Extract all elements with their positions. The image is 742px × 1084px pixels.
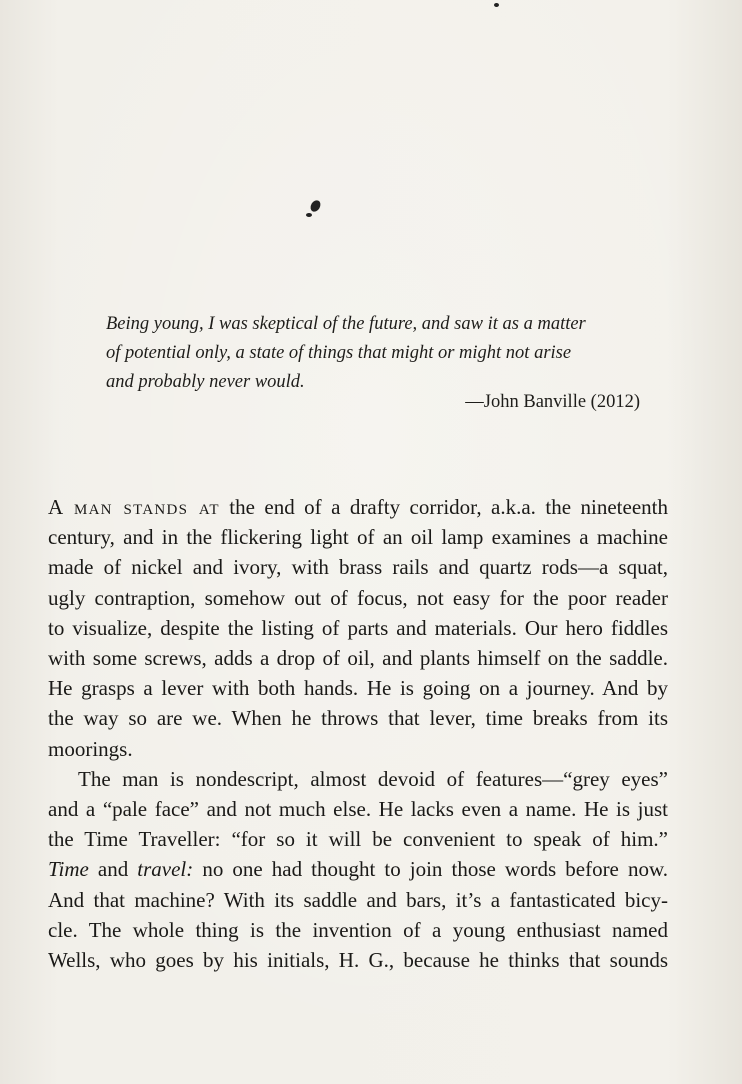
paragraph-2-line: And that machine? With its saddle and bars, it’s a fantasticated bicy- — [48, 887, 668, 912]
paragraph-1-line: the way so are we. When he throws that lever, time breaks from its — [48, 706, 668, 731]
italic-travel: travel: — [137, 857, 194, 882]
paragraph-2-line: the Time Traveller: “for so it will be convenient to speak of him.” — [48, 827, 668, 852]
epigraph-attribution: —John Banville (2012) — [465, 392, 640, 412]
epigraph — [106, 310, 626, 397]
italic-time: Time — [48, 857, 89, 882]
paragraph-2-line — [48, 854, 668, 884]
ink-smudge — [309, 199, 323, 214]
body-text — [48, 492, 668, 975]
line-text: and — [88, 857, 138, 882]
opening-smallcaps: A man stands at — [48, 495, 220, 519]
ink-speck — [494, 3, 499, 7]
paragraph-1-line: ugly contraption, somehow out of focus, not easy for the poor reader — [48, 585, 668, 610]
epigraph-line: of potential only, a state of things that might or might not arise — [106, 343, 572, 363]
opening-line-text: the end of a drafty corridor, a.k.a. the nineteenth — [219, 495, 668, 519]
paragraph-1-line — [48, 492, 668, 522]
paragraph-1-line: with some screws, adds a drop of oil, and plants himself on the saddle. — [48, 646, 668, 671]
paragraph-2-line: cle. The whole thing is the invention of a young enthusiast named — [48, 917, 668, 942]
epigraph-line: Being young, I was skeptical of the future, and saw it as a matter — [106, 314, 586, 334]
line-text: no one had thought to join those words before now. — [193, 857, 668, 882]
epigraph-line: and probably never would. — [106, 372, 305, 392]
paragraph-1-line: moorings. — [48, 736, 133, 761]
paragraph-2-line: The man is nondescript, almost devoid of features—“grey eyes” — [78, 766, 668, 791]
paragraph-1-line: made of nickel and ivory, with brass rails and quartz rods—a squat, — [48, 555, 668, 580]
ink-smudge-small — [306, 213, 312, 217]
paragraph-1-line: to visualize, despite the listing of parts and materials. Our hero fiddles — [48, 615, 668, 640]
paragraph-2-line: and a “pale face” and not much else. He lacks even a name. He is just — [48, 797, 668, 822]
paragraph-2-line: Wells, who goes by his initials, H. G., because he thinks that sounds — [48, 948, 668, 973]
paragraph-1-line: He grasps a lever with both hands. He is going on a journey. And by — [48, 676, 668, 701]
paragraph-1-line: century, and in the flickering light of an oil lamp examines a machine — [48, 525, 668, 550]
